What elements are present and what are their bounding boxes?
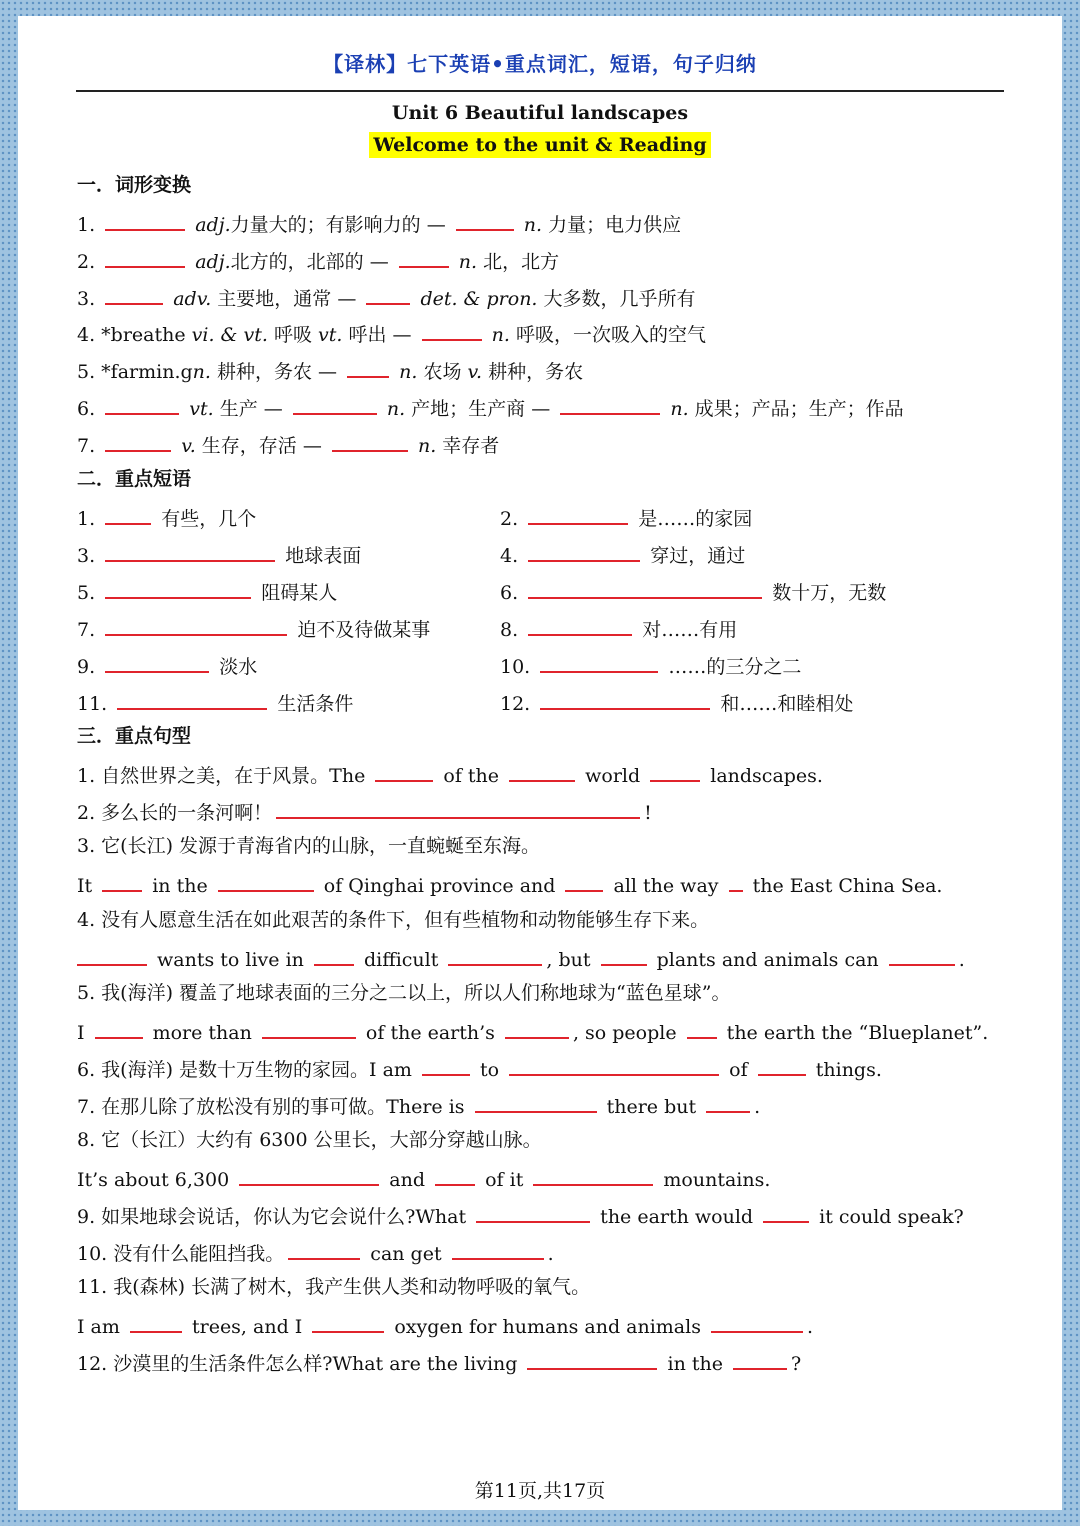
phrase-item-8: 8. 对……有用 <box>500 612 737 645</box>
sentence-9: 9. 如果地球会说话，你认为它会说什么?What the earth would it could speak? <box>77 1199 964 1232</box>
answer-blank[interactable] <box>332 428 408 452</box>
answer-blank[interactable] <box>314 942 354 966</box>
phrase-item-2: 2. 是……的家园 <box>500 501 752 534</box>
sentence-10: 10. 没有什么能阻挡我。 can get . <box>77 1236 554 1269</box>
word-item-3: 3. adv. 主要地，通常 — det. & pron. 大多数，几乎所有 <box>77 281 696 314</box>
answer-blank[interactable] <box>375 758 433 782</box>
answer-blank[interactable] <box>105 281 163 305</box>
document-header: 【译林】七下英语•重点词汇，短语，句子归纳 <box>323 52 757 76</box>
phrase-item-11: 11. 生活条件 <box>77 686 353 719</box>
answer-blank[interactable] <box>889 942 955 966</box>
answer-blank[interactable] <box>422 1052 470 1076</box>
section-1-heading: 一．词形变换 <box>77 174 192 196</box>
word-item-4: 4. *breathe vi. & vt. 呼吸 vt. 呼出 — n. 呼吸，一次吸入的空气 <box>77 317 706 350</box>
answer-blank[interactable] <box>399 244 449 268</box>
document-page <box>18 16 1062 1510</box>
answer-blank[interactable] <box>528 538 640 562</box>
phrase-item-5: 5. 阻碍某人 <box>77 575 337 608</box>
answer-blank[interactable] <box>117 686 267 710</box>
answer-blank[interactable] <box>729 868 743 892</box>
answer-blank[interactable] <box>509 1052 719 1076</box>
sentence-8-cn: 8. 它（长江）大约有 6300 公里长，大部分穿越山脉。 <box>77 1129 542 1151</box>
answer-blank[interactable] <box>650 758 700 782</box>
answer-blank[interactable] <box>347 354 389 378</box>
answer-blank[interactable] <box>105 207 185 231</box>
answer-blank[interactable] <box>509 758 575 782</box>
answer-blank[interactable] <box>527 1346 657 1370</box>
answer-blank[interactable] <box>540 649 658 673</box>
answer-blank[interactable] <box>105 575 251 599</box>
answer-blank[interactable] <box>276 795 640 819</box>
phrase-item-4: 4. 穿过，通过 <box>500 538 745 571</box>
answer-blank[interactable] <box>105 538 275 562</box>
answer-blank[interactable] <box>105 649 209 673</box>
unit-title: Unit 6 Beautiful landscapes <box>391 102 689 124</box>
answer-blank[interactable] <box>476 1199 590 1223</box>
answer-blank[interactable] <box>293 391 377 415</box>
answer-blank[interactable] <box>422 317 482 341</box>
phrase-item-7: 7. 迫不及待做某事 <box>77 612 430 645</box>
phrase-item-6: 6. 数十万，无数 <box>500 575 886 608</box>
answer-blank[interactable] <box>262 1015 356 1039</box>
phrase-item-1: 1. 有些，几个 <box>77 501 256 534</box>
section-2-heading: 二．重点短语 <box>77 468 192 490</box>
answer-blank[interactable] <box>533 1162 653 1186</box>
answer-blank[interactable] <box>105 501 151 525</box>
phrase-item-9: 9. 淡水 <box>77 649 257 682</box>
answer-blank[interactable] <box>218 868 314 892</box>
sentence-4-en: wants to live in difficult , but plants and animals can . <box>77 942 965 975</box>
header-divider <box>76 90 1004 92</box>
answer-blank[interactable] <box>456 207 514 231</box>
answer-blank[interactable] <box>435 1162 475 1186</box>
sentence-8-en: It’s about 6,300 and of it mountains. <box>77 1162 770 1195</box>
answer-blank[interactable] <box>758 1052 806 1076</box>
sentence-11-en: I am trees, and I oxygen for humans and animals . <box>77 1309 813 1342</box>
answer-blank[interactable] <box>763 1199 809 1223</box>
word-item-5: 5. *farmin.gn. 耕种，务农 — n. 农场 v. 耕种，务农 <box>77 354 583 387</box>
word-item-7: 7. v. 生存，存活 — n. 幸存者 <box>77 428 499 461</box>
phrase-item-3: 3. 地球表面 <box>77 538 361 571</box>
answer-blank[interactable] <box>565 868 603 892</box>
answer-blank[interactable] <box>733 1346 787 1370</box>
sentence-6: 6. 我(海洋) 是数十万生物的家园。I am to of things. <box>77 1052 882 1085</box>
answer-blank[interactable] <box>312 1309 384 1333</box>
section-3-heading: 三．重点句型 <box>77 725 192 747</box>
sentence-5-cn: 5. 我(海洋) 覆盖了地球表面的三分之二以上，所以人们称地球为“蓝色星球”。 <box>77 982 731 1004</box>
word-item-1: 1. adj.力量大的；有影响力的 — n. 力量；电力供应 <box>77 207 681 240</box>
answer-blank[interactable] <box>105 244 185 268</box>
answer-blank[interactable] <box>448 942 542 966</box>
answer-blank[interactable] <box>528 501 628 525</box>
answer-blank[interactable] <box>102 868 142 892</box>
sentence-7: 7. 在那儿除了放松没有别的事可做。There is there but . <box>77 1089 760 1122</box>
phrase-item-12: 12. 和……和睦相处 <box>500 686 853 719</box>
answer-blank[interactable] <box>540 686 710 710</box>
sentence-12: 12. 沙漠里的生活条件怎么样?What are the living in the ? <box>77 1346 801 1379</box>
answer-blank[interactable] <box>706 1089 750 1113</box>
answer-blank[interactable] <box>505 1015 569 1039</box>
sentence-3-cn: 3. 它(长江) 发源于青海省内的山脉，一直蜿蜒至东海。 <box>77 835 541 857</box>
answer-blank[interactable] <box>452 1236 544 1260</box>
sentence-11-cn: 11. 我(森林) 长满了树木，我产生供人类和动物呼吸的氧气。 <box>77 1276 591 1298</box>
answer-blank[interactable] <box>366 281 410 305</box>
answer-blank[interactable] <box>105 612 287 636</box>
answer-blank[interactable] <box>77 942 147 966</box>
answer-blank[interactable] <box>475 1089 597 1113</box>
sentence-1: 1. 自然世界之美，在于风景。The of the world landscapes. <box>77 758 823 791</box>
answer-blank[interactable] <box>528 575 762 599</box>
phrase-item-10: 10. ……的三分之二 <box>500 649 801 682</box>
answer-blank[interactable] <box>105 428 171 452</box>
answer-blank[interactable] <box>288 1236 360 1260</box>
answer-blank[interactable] <box>130 1309 182 1333</box>
unit-subtitle: Welcome to the unit & Reading <box>18 134 1062 156</box>
answer-blank[interactable] <box>601 942 647 966</box>
sentence-3-en: It in the of Qinghai province and all the way the East China Sea. <box>77 868 942 901</box>
page-number: 第11页,共17页 <box>474 1480 606 1502</box>
answer-blank[interactable] <box>711 1309 803 1333</box>
sentence-2: 2. 多么长的一条河啊！ ! <box>77 795 652 828</box>
word-item-2: 2. adj.北方的，北部的 — n. 北，北方 <box>77 244 559 277</box>
answer-blank[interactable] <box>239 1162 379 1186</box>
sentence-4-cn: 4. 没有人愿意生活在如此艰苦的条件下，但有些植物和动物能够生存下来。 <box>77 909 710 931</box>
answer-blank[interactable] <box>95 1015 143 1039</box>
word-item-6: 6. vt. 生产 — n. 产地；生产商 — n. 成果；产品；生产；作品 <box>77 391 904 424</box>
answer-blank[interactable] <box>528 612 632 636</box>
sentence-5-en: I more than of the earth’s , so people the earth the “Blueplanet”. <box>77 1015 988 1048</box>
answer-blank[interactable] <box>560 391 660 415</box>
answer-blank[interactable] <box>105 391 179 415</box>
answer-blank[interactable] <box>687 1015 717 1039</box>
